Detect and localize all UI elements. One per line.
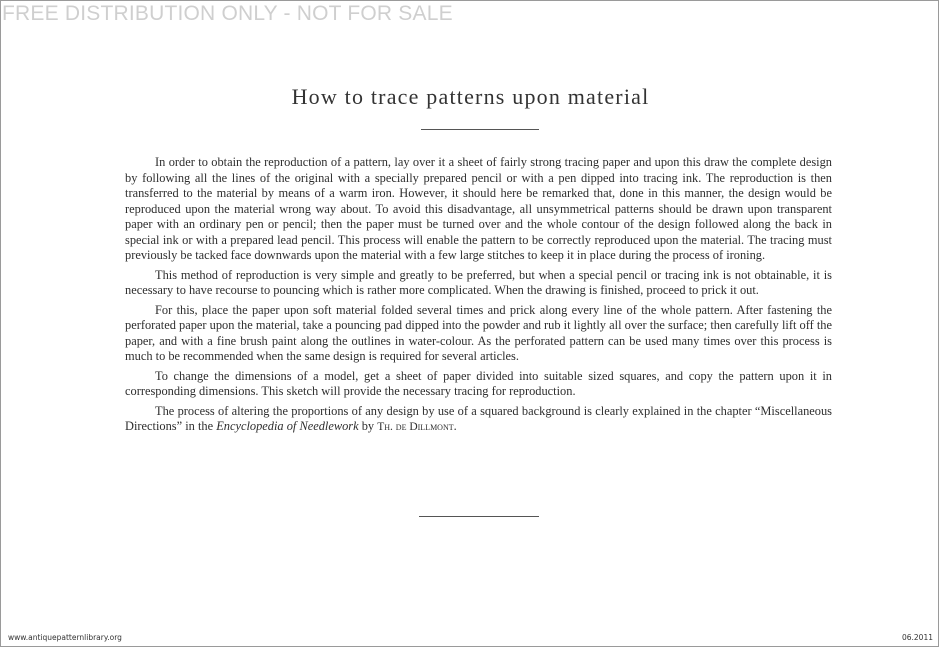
author-name: Th. de Dillmont: [377, 421, 454, 433]
book-title: Encyclopedia of Needlework: [216, 419, 359, 433]
title-divider: [421, 129, 539, 130]
paragraph-5-text: The process of altering the proportions of any design by use of a squared background is clearly explained in the chapter “Miscellaneous Directions” in the: [125, 403, 832, 433]
footer-website: www.antiquepatternlibrary.org: [8, 633, 122, 642]
body-text: [125, 155, 832, 436]
paragraph-3: For this, place the paper upon soft material folded several times and prick along every line of the whole pattern. After fastening the perforated paper upon the material, take a pouncing pad dipped into the powder and rub it lightly all over the surface; then carefully lift off the paper, and with a fine brush paint along the outlines in water-colour. As the perforated pattern can be used many times over this process is much to be recommended when the same design is required for several articles.: [125, 302, 832, 363]
by-text: by: [358, 419, 378, 433]
paragraph-1: In order to obtain the reproduction of a pattern, lay over it a sheet of fairly strong tracing paper and upon this draw the complete design by following all the lines of the original with a specially prepared pencil or with a pen dipped into tracing ink. The reproduction is then transferred to the material by means of a warm iron. However, it should here be remarked that, done in this manner, the design would be reproduced upon the material wrong way about. To avoid this disadvantage, all unsymmetrical patterns should be drawn upon transparent paper with an ordinary pen or pencil; then the paper must be turned over and the whole contour of the design followed along the back in special ink or with a prepared lead pencil. This process will enable the pattern to be correctly reproduced upon the material. The tracing must previously be tacked face downwards upon the material with a few large stitches to keep it in place during the process of ironing.: [125, 155, 832, 262]
paragraph-4: To change the dimensions of a model, get a sheet of paper divided into suitable sized squares, and copy the pattern upon it in corresponding dimensions. This sketch will provide the necessary tracing for reproduction.: [125, 368, 832, 398]
paragraph-5-end: .: [453, 419, 457, 433]
watermark-text: FREE DISTRIBUTION ONLY - NOT FOR SALE: [2, 2, 453, 25]
paragraph-5: [125, 404, 832, 436]
paragraph-2: This method of reproduction is very simple and greatly to be preferred, but when a special pencil or tracing ink is not obtainable, it is necessary to have recourse to pouncing which is rather more complicated. When the drawing is finished, proceed to prick it out.: [125, 267, 832, 297]
footer-date: 06.2011: [901, 633, 933, 642]
page-title: How to trace patterns upon material: [291, 84, 650, 109]
end-divider: [419, 516, 539, 517]
